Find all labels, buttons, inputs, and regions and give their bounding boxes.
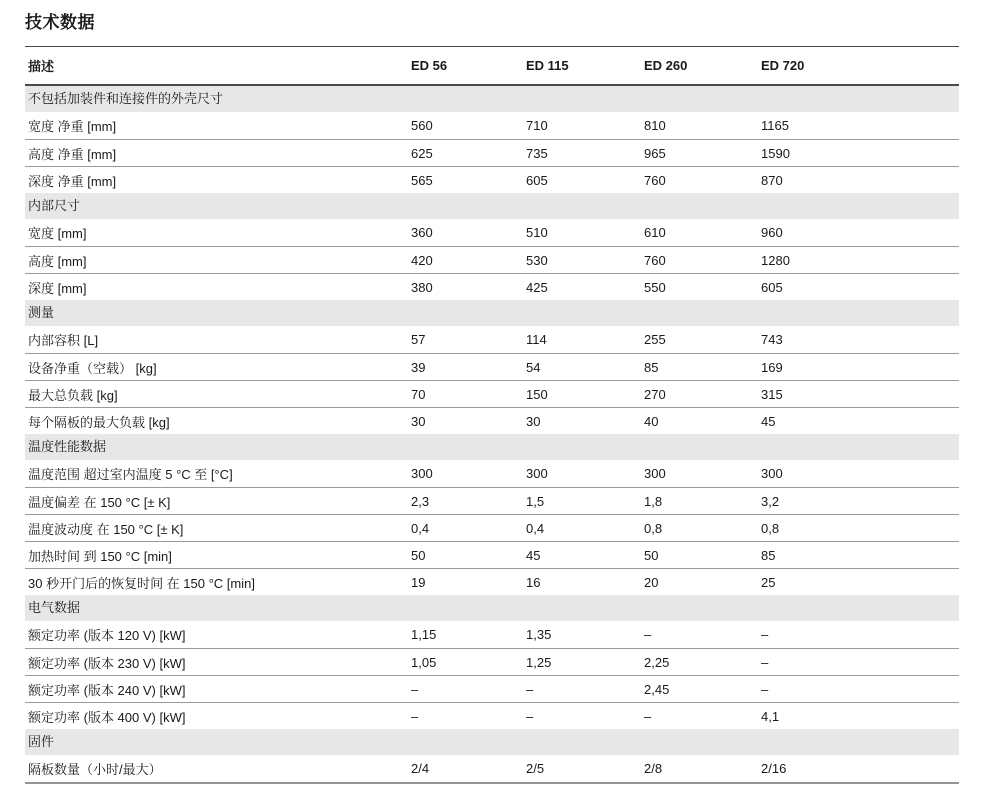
cell-value: 30 [411,413,426,429]
cell-value: – [411,681,419,697]
cell-value: 420 [411,252,433,268]
cell-value: 50 [411,547,426,563]
row-label: 额定功率 (版本 230 V) [kW] [28,655,186,671]
cell-value: 2/4 [411,761,430,776]
cell-value: 57 [411,332,426,347]
table-row [25,487,959,514]
cell-value: 4,1 [761,708,780,724]
table-row [25,460,959,487]
section-header: 固件 [25,729,959,755]
table-row [25,407,959,434]
cell-value: 550 [644,279,666,295]
cell-value: 300 [526,466,548,481]
cell-value: 0,8 [644,520,663,536]
cell-value: 743 [761,332,783,347]
table-row [25,353,959,380]
cell-value: – [644,627,652,642]
spec-table [25,46,959,784]
section-rows [25,112,959,193]
row-label: 温度波动度 在 150 °C [± K] [28,521,184,537]
table-row [25,648,959,675]
row-label: 隔板数量（小时/最大） [28,762,162,777]
cell-value: 0,8 [761,520,780,536]
section-rows [25,621,959,729]
row-label: 温度偏差 在 150 °C [± K] [28,494,171,510]
table-row [25,139,959,166]
row-label: 深度 [mm] [28,280,87,296]
section-rows [25,219,959,300]
cell-value: 735 [526,145,548,161]
table-row [25,380,959,407]
page-title: 技术数据 [25,13,95,32]
cell-value: 45 [526,547,541,563]
table-row [25,541,959,568]
cell-value: 965 [644,145,666,161]
cell-value: 565 [411,172,433,188]
cell-value: 20 [644,574,659,590]
header-model: ED 56 [411,58,448,73]
cell-value: 300 [411,466,433,481]
table-row [25,675,959,702]
cell-value: 2/5 [526,761,545,776]
cell-value: 255 [644,332,666,347]
row-label: 额定功率 (版本 400 V) [kW] [28,709,186,725]
row-label: 每个隔板的最大负载 [kg] [28,414,170,430]
cell-value: 425 [526,279,548,295]
cell-value: 169 [761,359,783,375]
row-label: 加热时间 到 150 °C [min] [28,548,172,564]
cell-value: 54 [526,359,541,375]
table-row [25,273,959,300]
cell-value: 1,15 [411,627,437,642]
row-label: 深度 净重 [mm] [28,173,117,189]
cell-value: 300 [644,466,666,481]
cell-value: 270 [644,386,666,402]
cell-value: 30 [526,413,541,429]
cell-value: 960 [761,225,783,240]
row-label: 最大总负载 [kg] [28,387,118,403]
cell-value: 810 [644,118,666,133]
header-description: 描述 [28,59,55,74]
table-row [25,112,959,139]
cell-value: 605 [761,279,783,295]
cell-value: – [761,654,769,670]
row-label: 内部容积 [L] [28,333,99,348]
cell-value: 1,35 [526,627,552,642]
cell-value: 2,25 [644,654,670,670]
row-label: 宽度 净重 [mm] [28,119,117,134]
cell-value: 2/8 [644,761,663,776]
cell-value: 114 [526,332,547,347]
cell-value: 380 [411,279,433,295]
cell-value: 3,2 [761,493,780,509]
cell-value: 870 [761,172,783,188]
cell-value: 39 [411,359,426,375]
cell-value: – [526,681,534,697]
row-label: 额定功率 (版本 120 V) [kW] [28,628,186,643]
cell-value: 530 [526,252,548,268]
table-header-row [25,47,959,86]
section-header: 不包括加装件和连接件的外壳尺寸 [25,86,959,112]
cell-value: 85 [644,359,659,375]
table-row [25,702,959,729]
cell-value: 25 [761,574,776,590]
section-header: 电气数据 [25,595,959,621]
cell-value: 1,5 [526,493,545,509]
cell-value: 50 [644,547,659,563]
cell-value: – [761,681,769,697]
cell-value: 625 [411,145,433,161]
table-row [25,755,959,782]
section-header: 测量 [25,300,959,326]
cell-value: 40 [644,413,659,429]
section-rows [25,326,959,434]
table-row [25,514,959,541]
cell-value: 560 [411,118,433,133]
section-header: 温度性能数据 [25,434,959,460]
cell-value: 2/16 [761,761,787,776]
cell-value: 1,25 [526,654,552,670]
table-row [25,246,959,273]
table-row [25,621,959,648]
section-header: 内部尺寸 [25,193,959,219]
cell-value: 360 [411,225,433,240]
section-rows [25,460,959,595]
cell-value: 1,8 [644,493,663,509]
table-row [25,166,959,193]
cell-value: – [761,627,769,642]
table-row [25,568,959,595]
row-label: 温度范围 超过室内温度 5 °C 至 [°C] [28,467,233,482]
cell-value: 2,45 [644,681,670,697]
cell-value: 760 [644,172,666,188]
row-label: 高度 净重 [mm] [28,146,117,162]
cell-value: 0,4 [526,520,545,536]
section-rows [25,755,959,782]
cell-value: 45 [761,413,776,429]
cell-value: 85 [761,547,776,563]
table-row [25,219,959,246]
cell-value: 510 [526,225,548,240]
cell-value: – [411,708,419,724]
cell-value: 19 [411,574,426,590]
header-model: ED 260 [644,58,688,73]
cell-value: 610 [644,225,666,240]
row-label: 额定功率 (版本 240 V) [kW] [28,682,186,698]
cell-value: 2,3 [411,493,430,509]
cell-value: 1165 [761,118,789,133]
cell-value: 1,05 [411,654,437,670]
table-row [25,326,959,353]
cell-value: 1280 [761,252,790,268]
cell-value: 760 [644,252,666,268]
cell-value: 605 [526,172,548,188]
header-model: ED 115 [526,58,569,73]
cell-value: 300 [761,466,783,481]
cell-value: 0,4 [411,520,430,536]
cell-value: 710 [526,118,548,133]
row-label: 设备净重（空载） [kg] [28,360,157,376]
cell-value: 150 [526,386,548,402]
row-label: 高度 [mm] [28,253,87,269]
cell-value: 16 [526,574,541,590]
cell-value: – [526,708,534,724]
header-model: ED 720 [761,58,805,73]
cell-value: 315 [761,386,783,402]
row-label: 宽度 [mm] [28,226,87,241]
cell-value: 70 [411,386,426,402]
cell-value: 1590 [761,145,790,161]
cell-value: – [644,708,652,724]
row-label: 30 秒开门后的恢复时间 在 150 °C [min] [28,575,255,591]
